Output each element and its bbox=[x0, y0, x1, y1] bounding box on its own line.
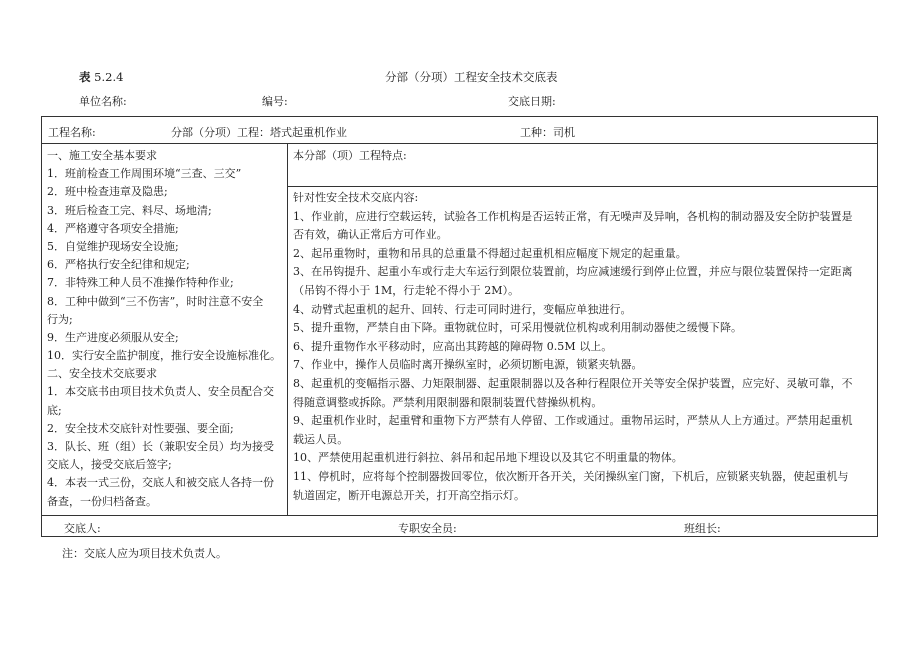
team-leader-label: 班组长: bbox=[684, 522, 721, 535]
content-line: 10、严禁使用起重机进行斜拉、斜吊和起吊地下埋设以及其它不明重量的物体。 bbox=[293, 451, 683, 465]
disclosure-date-label: 交底日期: bbox=[508, 95, 556, 108]
requirement-line: 6．严格执行安全纪律和规定; bbox=[47, 258, 190, 272]
requirement-line: 二、安全技术交底要求 bbox=[47, 367, 157, 381]
unit-name-label: 单位名称: bbox=[79, 95, 127, 108]
footnote: 注：交底人应为项目技术负责人。 bbox=[62, 547, 227, 560]
requirement-line: 7．非特殊工种人员不准操作特种作业; bbox=[47, 276, 234, 290]
requirement-line: 备查，一份归档备查。 bbox=[47, 494, 157, 508]
project-name-label: 工程名称: bbox=[48, 126, 96, 139]
requirement-line: 9．生产进度必须服从安全; bbox=[47, 330, 179, 344]
requirement-line: 4．严格遵守各项安全措施; bbox=[47, 221, 179, 235]
content-line: 6、提升重物作水平移动时，应高出其跨越的障碍物 0.5M 以上。 bbox=[293, 339, 613, 353]
table-number bbox=[79, 69, 123, 85]
table-header-row bbox=[42, 117, 877, 144]
content-line: 8、起重机的变幅指示器、力矩限制器、起重限制器以及各种行程限位开关等安全保护装置，应完好、灵敏可靠，不 bbox=[293, 376, 853, 390]
requirement-line: 2．班中检查违章及隐患; bbox=[47, 185, 168, 199]
requirement-line: 交底人，接受交底后签字; bbox=[47, 458, 172, 472]
content-line: 5、提升重物，严禁自由下降。重物就位时，可采用慢就位机构或利用制动器使之缓慢下降。 bbox=[293, 321, 743, 335]
content-line: 3、在吊钩提升、起重小车或行走大车运行到限位装置前，均应减速缓行到停止位置，并应与限位装置保持一定距离 bbox=[293, 265, 853, 279]
requirements-list bbox=[42, 144, 287, 511]
document-title: 分部（分项）工程安全技术交底表 bbox=[385, 70, 558, 84]
project-features-cell bbox=[288, 144, 877, 187]
content-line: 轨道固定，断开电源总开关，打开高空指示灯。 bbox=[293, 488, 526, 502]
technical-content-column bbox=[288, 144, 877, 515]
requirement-line: 8．工种中做到“三不伤害”，时时注意不安全 bbox=[47, 294, 264, 308]
content-line: 1、作业前，应进行空载运转，试验各工作机构是否运转正常，有无噪声及异响，各机构的制动器及安全防护装置是 bbox=[293, 209, 853, 223]
requirement-line: 1．班前检查工作周围环境“三查、三交” bbox=[47, 167, 242, 181]
requirement-line: 3．队长、班（组）长（兼职安全员）均为接受 bbox=[47, 440, 274, 453]
number-label: 编号: bbox=[262, 95, 288, 108]
requirement-line: 行为; bbox=[47, 312, 73, 326]
features-label: 本分部（项）工程特点: bbox=[293, 149, 407, 162]
table-code: 5.2.4 bbox=[94, 70, 124, 84]
requirement-line: 一、施工安全基本要求 bbox=[47, 149, 157, 162]
work-type-label: 工种：司机 bbox=[520, 126, 575, 139]
requirement-line: 4．本表一式三份，交底人和被交底人各持一份 bbox=[47, 476, 274, 490]
requirement-line: 5．自觉维护现场安全设施; bbox=[47, 239, 179, 253]
content-line: 2、起吊重物时，重物和吊具的总重量不得超过起重机相应幅度下规定的起重量。 bbox=[293, 246, 687, 260]
disclosure-table bbox=[41, 116, 878, 537]
requirement-line: 2．安全技术交底针对性要强、要全面; bbox=[47, 421, 234, 435]
basic-requirements-column bbox=[42, 144, 288, 515]
content-line: 9、起重机作业时，起重臂和重物下方严禁有人停留、工作或通过。重物吊运时，严禁从人上方通过。严禁用起重机 bbox=[293, 414, 853, 428]
discloser-label: 交底人: bbox=[64, 522, 101, 535]
sub-project-label: 分部（分项）工程：塔式起重机作业 bbox=[171, 126, 347, 139]
requirement-line: 底; bbox=[47, 403, 62, 417]
requirement-line: 3．班后检查工完、料尽、场地清; bbox=[47, 203, 212, 217]
content-line: 4、动臂式起重机的起升、回转、行走可同时进行，变幅应单独进行。 bbox=[293, 302, 632, 316]
requirement-line: 1．本交底书由项目技术负责人、安全员配合交 bbox=[47, 385, 274, 399]
requirement-line: 10．实行安全监护制度，推行安全设施标准化。 bbox=[47, 349, 281, 363]
content-line: 11、停机时，应将每个控制器拨回零位，依次断开各开关，关闭操纵室门窗，下机后，应锁紧夹轨器，使起重机与 bbox=[293, 469, 849, 483]
content-line: （吊钩不得小于 1M，行走轮不得小于 2M）。 bbox=[293, 283, 520, 297]
disclosure-content-list bbox=[288, 187, 877, 505]
content-line: 否有效，确认正常后方可作业。 bbox=[293, 228, 448, 242]
content-line: 载运人员。 bbox=[293, 432, 349, 446]
safety-officer-label: 专职安全员: bbox=[398, 522, 457, 535]
table-prefix: 表 bbox=[79, 70, 91, 84]
content-line: 得随意调整或拆除。严禁利用限制器和限制装置代替操纵机构。 bbox=[293, 395, 603, 409]
signature-row bbox=[42, 515, 877, 537]
content-line: 针对性安全技术交底内容: bbox=[293, 191, 419, 204]
content-line: 7、作业中，操作人员临时离开操纵室时，必须切断电源，锁紧夹轨器。 bbox=[293, 358, 643, 372]
